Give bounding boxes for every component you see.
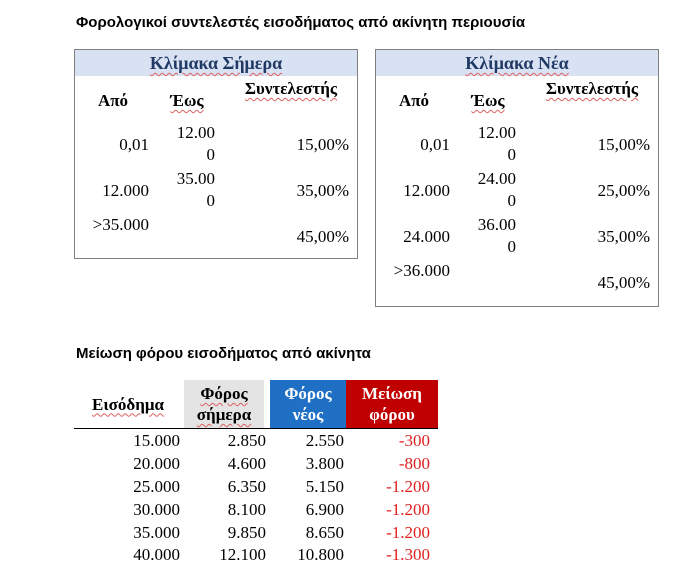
row-from: 12.000 [102,181,149,200]
tax-new-cell: 10.800 [297,545,344,564]
row-rate: 45,00% [597,273,650,292]
scale-new-table [375,49,659,307]
tax-today-cell: 8.100 [227,500,266,519]
row-rate: 45,00% [296,227,349,246]
row-rate: 25,00% [597,181,650,200]
tax-new-cell: 3.800 [305,454,344,473]
row-rate: 15,00% [597,135,650,154]
tax-today-cell: 12.100 [219,545,266,564]
row-to: 12.000 [477,123,516,164]
tax-today-cell: 6.350 [227,477,266,496]
row-from: 24.000 [403,227,450,246]
reduction-cell: -1.200 [386,500,430,519]
tax-new-cell: 6.900 [305,500,344,519]
row-from: 0,01 [420,135,450,154]
header-divider [74,428,438,429]
tax-reduction-table [74,380,438,566]
tax-today-cell: 4.600 [227,454,266,473]
row-to: 12.000 [176,123,215,164]
reduction-cell: -1.300 [386,545,430,564]
income-cell: 20.000 [133,454,180,473]
row-to: 35.000 [176,169,215,210]
row-from: >35.000 [92,215,149,234]
reduction-cell: -1.200 [386,523,430,542]
header-tax-today: Φόρος σήμερα [184,380,264,428]
row-rate: 35,00% [597,227,650,246]
tax-new-cell: 2.550 [305,431,344,450]
page-title: Φορολογικοί συντελεστές εισοδήματος από ακίνητη περιουσία [76,14,526,31]
tax-today-cell: 9.850 [227,523,266,542]
reduction-cell: -800 [398,454,430,473]
header-to: Έως [471,91,505,110]
header-income: Εισόδημα [92,394,164,414]
reduction-title: Μείωση φόρου εισοδήματος από ακίνητα [76,345,371,362]
header-from: Από [97,91,129,110]
income-cell: 15.000 [133,431,180,450]
header-tax-new: Φόρος νέος [270,380,346,428]
income-cell: 30.000 [133,500,180,519]
header-rate: Συντελεστής [244,79,338,98]
row-from: 0,01 [119,135,149,154]
row-to: 24.000 [477,169,516,210]
row-from: 12.000 [403,181,450,200]
reduction-cell: -1.200 [386,477,430,496]
scale-today-table [74,49,358,259]
reduction-cell: -300 [398,431,430,450]
row-rate: 35,00% [296,181,349,200]
tax-new-cell: 8.650 [305,523,344,542]
row-from: >36.000 [393,261,450,280]
row-rate: 15,00% [296,135,349,154]
scale-today-caption: Κλίμακα Σήμερα [75,50,357,76]
header-reduction: Μείωση φόρου [346,380,438,428]
header-rate: Συντελεστής [545,79,639,98]
tax-today-cell: 2.850 [227,431,266,450]
header-to: Έως [170,91,204,110]
header-from: Από [398,91,430,110]
income-cell: 25.000 [133,477,180,496]
tax-new-cell: 5.150 [305,477,344,496]
row-to: 36.000 [477,215,516,256]
income-cell: 35.000 [133,523,180,542]
scale-new-caption: Κλίμακα Νέα [376,50,658,76]
income-cell: 40.000 [133,545,180,564]
